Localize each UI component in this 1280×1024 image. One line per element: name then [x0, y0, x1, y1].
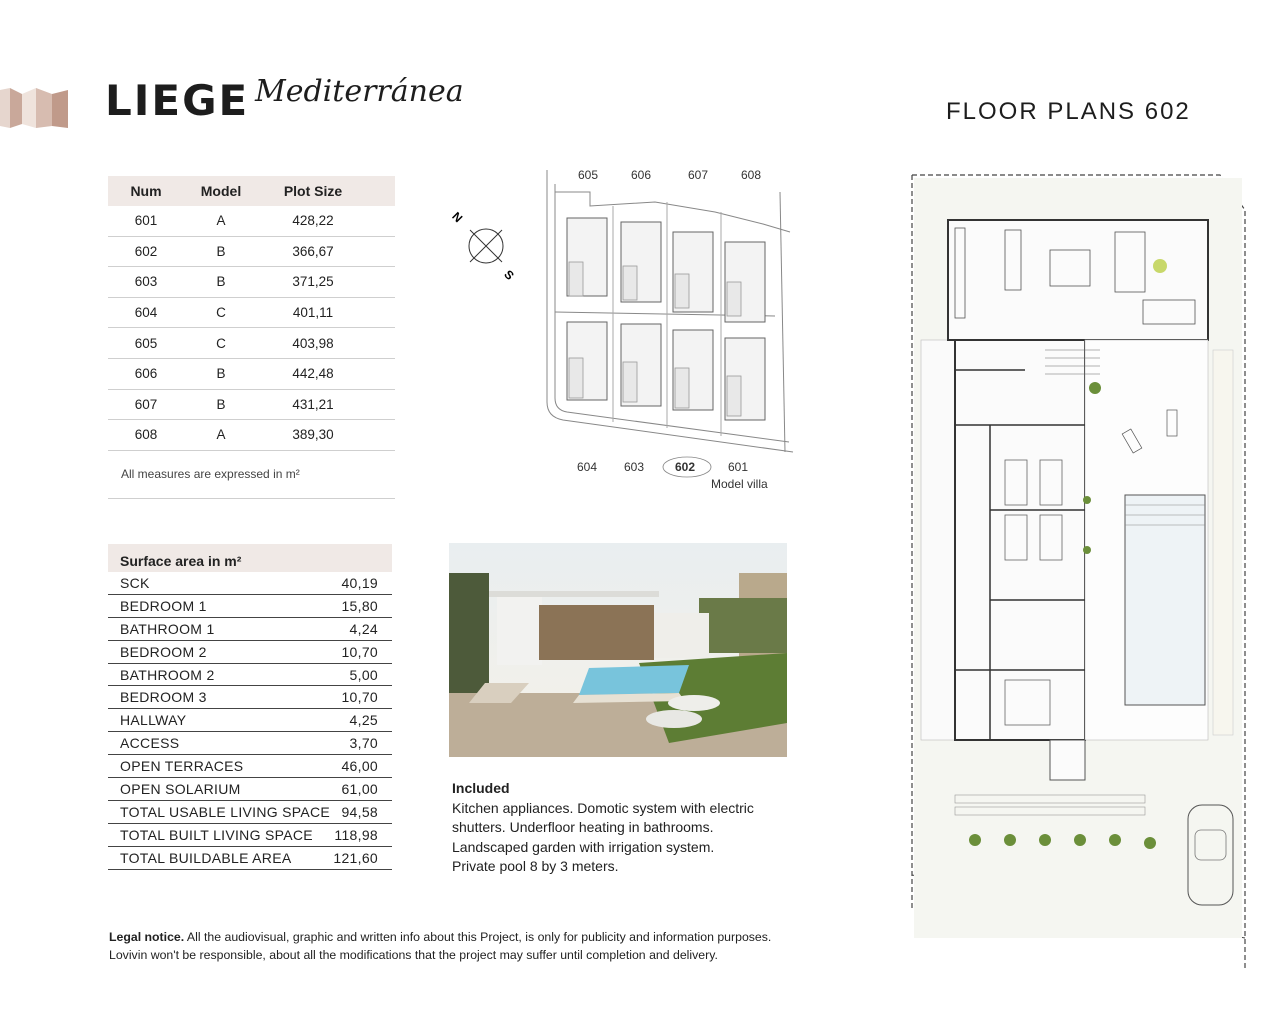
table-row [108, 664, 392, 687]
included-line: Kitchen appliances. Domotic system with electric [452, 799, 754, 816]
compass-s-label: S [501, 267, 517, 283]
room-name: BATHROOM 1 [120, 620, 215, 637]
room-name: BEDROOM 2 [120, 643, 207, 660]
brand-logo-mark [0, 86, 70, 130]
site-plan-drawing [445, 162, 795, 502]
cell-num: 603 [134, 274, 158, 290]
cell-num: 608 [134, 427, 158, 443]
cell-model: C [216, 335, 226, 351]
cell-plot-size: 431,21 [292, 396, 334, 412]
table-row [108, 359, 395, 390]
cell-num: 601 [134, 213, 158, 229]
cell-plot-size: 366,67 [292, 243, 334, 259]
room-name: SCK [120, 574, 150, 591]
cell-plot-size: 389,30 [292, 427, 334, 443]
table-row [108, 801, 392, 824]
cell-num: 602 [134, 243, 158, 259]
table-row [108, 267, 395, 298]
table-row [108, 595, 392, 618]
table-row [108, 641, 392, 664]
table-row [108, 709, 392, 732]
site-label-607: 607 [688, 168, 709, 182]
cell-num: 606 [134, 366, 158, 382]
compass-n-label: N [449, 209, 466, 226]
included-line: Landscaped garden with irrigation system. [452, 838, 715, 855]
room-name: TOTAL USABLE LIVING SPACE [120, 803, 331, 820]
table-row [108, 824, 392, 847]
room-name: BEDROOM 1 [120, 597, 207, 614]
legal-label: Legal notice. [109, 930, 185, 944]
room-name: BEDROOM 3 [120, 689, 207, 706]
col-header-model: Model [200, 183, 242, 199]
table-row [108, 755, 392, 778]
table-row [108, 298, 395, 329]
brand-script: Mediterránea [255, 74, 464, 109]
room-name: OPEN SOLARIUM [120, 780, 241, 797]
site-label-601: 601 [728, 460, 749, 474]
cell-model: A [216, 427, 226, 443]
included-heading: Included [452, 780, 510, 796]
room-area: 61,00 [341, 780, 378, 797]
plots-table [108, 176, 395, 499]
legal-text-1: All the audiovisual, graphic and written info about this Project, is only for publicity and information purposes. [184, 930, 772, 944]
cell-num: 604 [134, 305, 158, 321]
table-row [108, 732, 392, 755]
cell-model: B [216, 396, 226, 412]
cell-model: B [216, 366, 226, 382]
table-row [108, 390, 395, 421]
room-name: BATHROOM 2 [120, 666, 215, 683]
brand-title: LIEGE [105, 76, 250, 125]
cell-model: B [216, 274, 226, 290]
room-area: 46,00 [341, 758, 378, 775]
room-name: HALLWAY [120, 712, 187, 729]
room-name: TOTAL BUILDABLE AREA [120, 849, 292, 866]
room-area: 121,60 [333, 849, 378, 866]
room-area: 15,80 [341, 597, 378, 614]
table-row [108, 206, 395, 237]
table-row [108, 847, 392, 870]
site-label-604: 604 [577, 460, 598, 474]
room-area: 4,25 [349, 712, 378, 729]
table-row [108, 328, 395, 359]
legal-notice [109, 928, 809, 964]
included-line: Private pool 8 by 3 meters. [452, 858, 619, 874]
col-header-plot-size: Plot Size [283, 183, 343, 199]
cell-model: C [216, 305, 226, 321]
room-area: 10,70 [341, 689, 378, 706]
room-area: 4,24 [349, 620, 378, 637]
room-area: 94,58 [341, 803, 378, 820]
site-label-602-highlight: 602 [675, 460, 696, 474]
site-label-608: 608 [741, 168, 762, 182]
cell-plot-size: 428,22 [292, 213, 334, 229]
cell-plot-size: 442,48 [292, 366, 334, 382]
room-area: 5,00 [349, 666, 378, 683]
cell-plot-size: 401,11 [292, 305, 334, 321]
plots-table-header [108, 176, 395, 206]
room-area: 118,98 [334, 826, 378, 843]
villa-render-image [449, 543, 787, 757]
site-label-606: 606 [631, 168, 652, 182]
col-header-num: Num [130, 183, 162, 199]
cell-model: A [216, 213, 226, 229]
table-row [108, 572, 392, 595]
cell-plot-size: 371,25 [292, 274, 334, 290]
model-villa-label: Model villa [711, 477, 768, 491]
page-title: FLOOR PLANS 602 [946, 98, 1191, 125]
measures-note: All measures are expressed in m² [108, 451, 395, 499]
surface-table-title: Surface area in m² [108, 544, 392, 572]
cell-plot-size: 403,98 [292, 335, 334, 351]
site-plan [445, 162, 795, 502]
room-area: 3,70 [349, 735, 378, 752]
table-row [108, 237, 395, 268]
table-row [108, 420, 395, 451]
table-row [108, 686, 392, 709]
site-label-605: 605 [578, 168, 599, 182]
room-area: 10,70 [341, 643, 378, 660]
surface-area-table [108, 544, 392, 870]
site-label-603: 603 [624, 460, 645, 474]
cell-model: B [216, 243, 226, 259]
room-name: OPEN TERRACES [120, 758, 244, 775]
cell-num: 607 [134, 396, 158, 412]
room-name: ACCESS [120, 735, 180, 752]
floor-plan-drawing [905, 170, 1257, 975]
room-name: TOTAL BUILT LIVING SPACE [120, 826, 313, 843]
included-section [452, 779, 792, 877]
cell-num: 605 [134, 335, 158, 351]
room-area: 40,19 [341, 574, 378, 591]
included-line: shutters. Underfloor heating in bathrooms. [452, 819, 714, 835]
table-row [108, 618, 392, 641]
table-row [108, 778, 392, 801]
legal-text-2: Lovivin won't be responsible, about all the modifications that the project may suffer until completion and delivery. [109, 948, 718, 962]
